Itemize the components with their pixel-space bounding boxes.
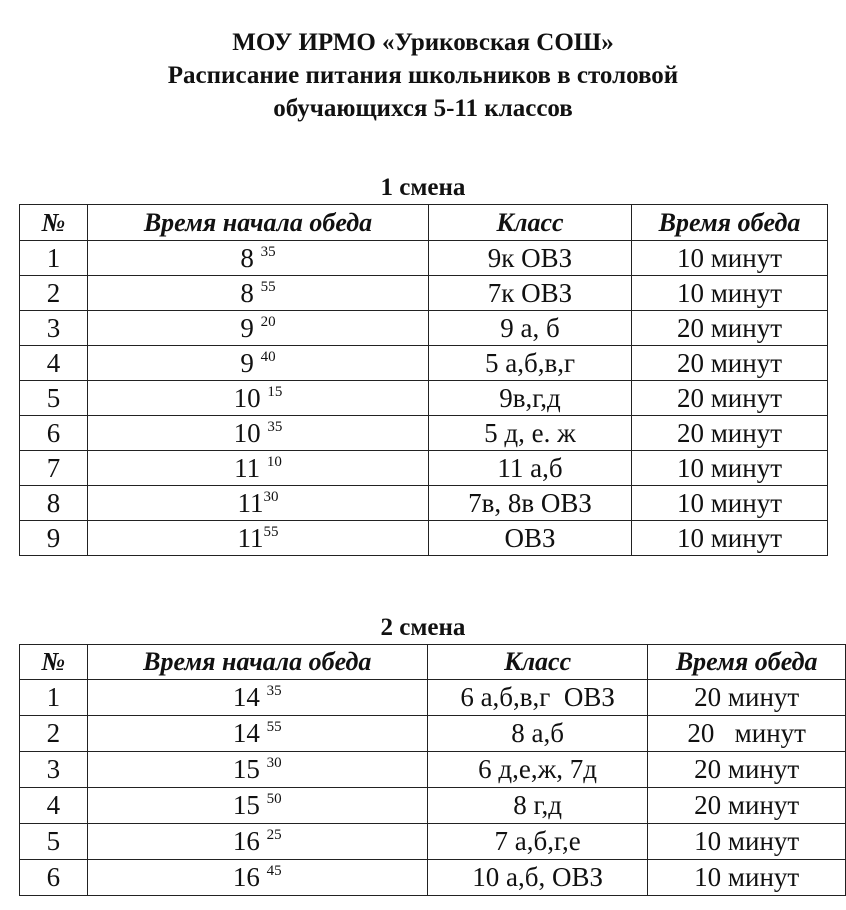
table-row [20,241,828,276]
table-row [20,752,846,788]
row-number: 7 [20,451,88,486]
start-minutes: 20 [260,313,276,330]
row-number: 8 [20,486,88,521]
table-row [20,680,846,716]
start-hour: 11 [234,452,267,483]
col-header-duration: Время обеда [632,205,828,241]
class-list: 7 а,б,г,е [427,824,648,860]
start-minutes: 35 [266,683,282,699]
class-list: 8 а,б [427,716,648,752]
start-minutes: 15 [267,383,283,400]
table-header-row [20,205,828,241]
table-row [20,451,828,486]
schedule-subtitle: обучающихся 5-11 классов [273,95,573,122]
start-time [87,680,427,716]
row-number: 2 [20,276,88,311]
row-number: 3 [20,752,88,788]
start-minutes: 45 [266,863,282,879]
start-hour: 10 [233,382,268,413]
start-time [88,346,429,381]
start-time [87,716,427,752]
lunch-duration: 20 минут [648,716,846,752]
start-hour: 9 [240,347,261,378]
start-hour: 15 [232,790,267,820]
lunch-duration: 10 минут [632,486,828,521]
lunch-duration: 20 минут [632,311,828,346]
col-header-class: Класс [429,205,632,241]
class-list: 9 а, б [429,311,632,346]
start-minutes: 30 [266,755,282,771]
shift-1-table [19,204,828,556]
start-time [88,311,429,346]
start-hour: 8 [240,242,261,273]
class-list: 8 г,д [427,788,648,824]
start-minutes: 40 [260,348,276,365]
row-number: 4 [20,788,88,824]
table-row [20,521,828,556]
col-header-start-time: Время начала обеда [87,645,427,680]
lunch-duration: 20 минут [632,381,828,416]
lunch-duration: 10 минут [632,451,828,486]
start-time [87,752,427,788]
school-name: МОУ ИРМО «Уриковская СОШ» [232,29,614,56]
start-minutes: 30 [263,488,279,505]
class-list: 10 а,б, ОВЗ [427,860,648,896]
start-hour: 15 [232,754,267,784]
start-time [87,788,427,824]
start-time [88,241,429,276]
shift-2-title: 2 смена [380,614,466,641]
table-row [20,416,828,451]
start-hour: 11 [237,522,264,553]
table-row [20,486,828,521]
row-number: 1 [20,680,88,716]
start-time [88,381,429,416]
start-time [88,276,429,311]
row-number: 9 [20,521,88,556]
col-header-num: № [20,645,88,680]
table-row [20,788,846,824]
row-number: 5 [20,381,88,416]
start-minutes: 50 [266,791,282,807]
start-time [87,860,427,896]
lunch-duration: 20 минут [648,752,846,788]
start-hour: 16 [232,826,267,856]
table-row [20,860,846,896]
table-header-row [20,645,846,680]
row-number: 6 [20,860,88,896]
row-number: 3 [20,311,88,346]
start-time [88,416,429,451]
table-row [20,346,828,381]
schedule-title: Расписание питания школьников в столовой [167,62,679,89]
start-hour: 16 [232,862,267,892]
row-number: 6 [20,416,88,451]
class-list: 6 д,е,ж, 7д [427,752,648,788]
row-number: 1 [20,241,88,276]
class-list: 6 а,б,в,г ОВЗ [427,680,648,716]
lunch-duration: 20 минут [632,416,828,451]
col-header-duration: Время обеда [648,645,846,680]
start-hour: 10 [233,417,268,448]
col-header-start-time: Время начала обеда [88,205,429,241]
lunch-duration: 10 минут [632,276,828,311]
start-minutes: 10 [266,453,282,470]
start-hour: 9 [240,312,261,343]
col-header-num: № [20,205,88,241]
start-minutes: 55 [263,523,279,540]
lunch-duration: 20 минут [648,680,846,716]
class-list: 7в, 8в ОВЗ [429,486,632,521]
start-minutes: 25 [266,827,282,843]
lunch-duration: 10 минут [632,521,828,556]
lunch-duration: 20 минут [632,346,828,381]
class-list: 9в,г,д [429,381,632,416]
table-row [20,276,828,311]
class-list: 7к ОВЗ [429,276,632,311]
start-minutes: 35 [260,243,276,260]
class-list: ОВЗ [429,521,632,556]
start-minutes: 55 [266,719,282,735]
shift-1-title: 1 смена [380,174,466,201]
start-hour: 14 [232,718,267,748]
start-time [88,451,429,486]
table-row [20,381,828,416]
row-number: 5 [20,824,88,860]
lunch-duration: 10 минут [648,860,846,896]
class-list: 11 а,б [429,451,632,486]
start-time [87,824,427,860]
lunch-duration: 10 минут [632,241,828,276]
row-number: 2 [20,716,88,752]
start-time [88,486,429,521]
start-hour: 14 [232,682,267,712]
table-row [20,824,846,860]
start-minutes: 35 [267,418,283,435]
col-header-class: Класс [427,645,648,680]
row-number: 4 [20,346,88,381]
start-hour: 11 [237,487,264,518]
class-list: 9к ОВЗ [429,241,632,276]
start-minutes: 55 [260,278,276,295]
document-header [0,26,846,125]
class-list: 5 д, е. ж [429,416,632,451]
lunch-duration: 20 минут [648,788,846,824]
start-hour: 8 [240,277,261,308]
lunch-duration: 10 минут [648,824,846,860]
shift-2-table [19,644,846,896]
start-time [88,521,429,556]
table-row [20,716,846,752]
table-row [20,311,828,346]
class-list: 5 а,б,в,г [429,346,632,381]
